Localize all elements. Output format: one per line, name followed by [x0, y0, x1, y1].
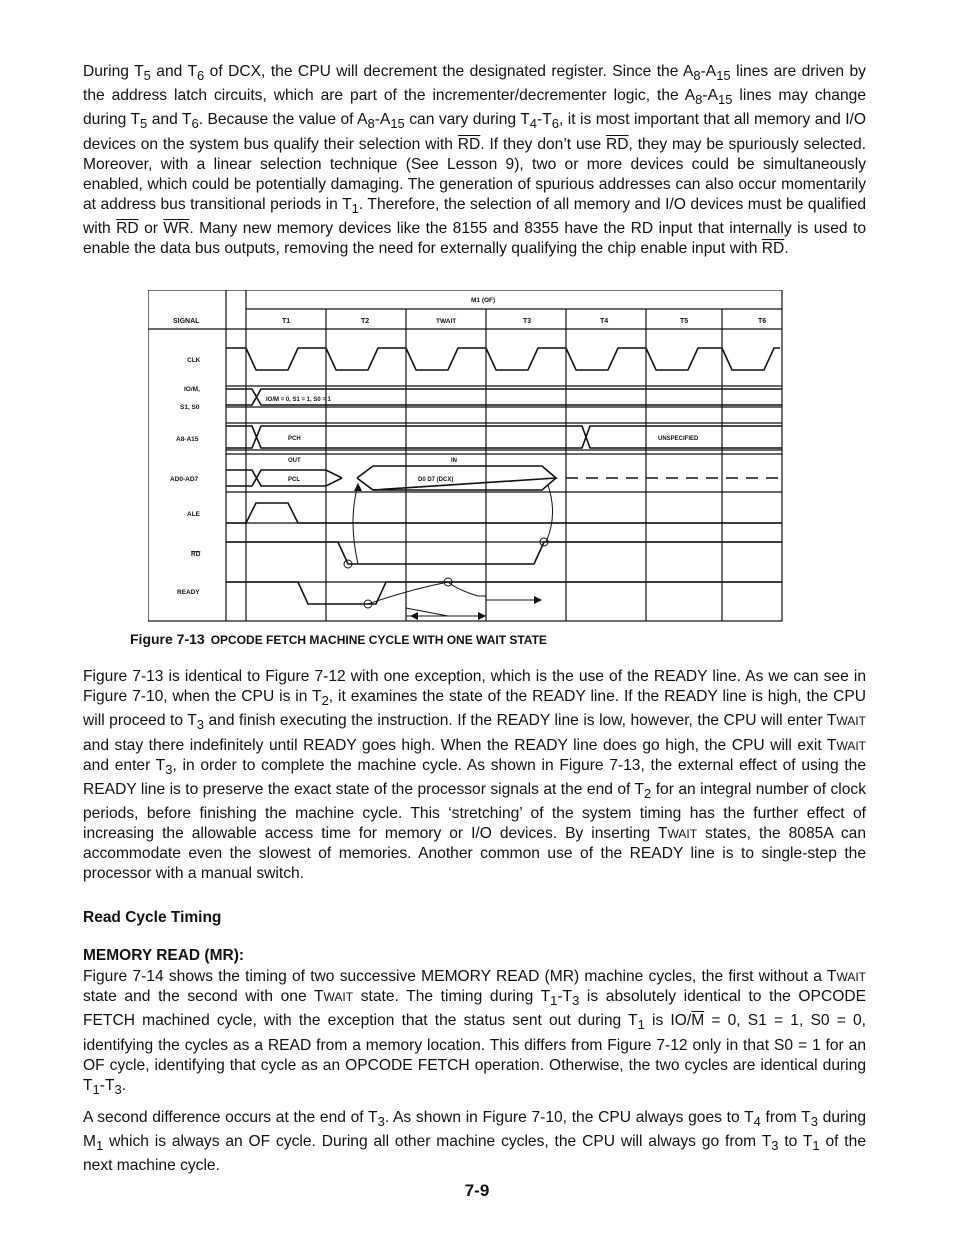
clk-waveform	[226, 348, 780, 370]
signal-label: ALE	[187, 511, 200, 518]
signal-label: IO/M,	[184, 386, 200, 393]
state-label: T3	[523, 318, 532, 325]
state-label: T6	[758, 318, 767, 325]
signal-label: S1, S0	[180, 404, 200, 411]
figure-caption: Figure 7-13 OPCODE FETCH MACHINE CYCLE WITH ONE WAIT STATE	[130, 631, 547, 647]
status-annotation: IO/M = 0, S1 = 1, S0 = 1	[266, 397, 331, 403]
timing-diagram	[148, 290, 784, 624]
address-high-waveform	[226, 426, 782, 448]
ale-waveform	[226, 503, 782, 523]
state-label: T1	[282, 318, 291, 325]
page-number: 7-9	[464, 1181, 490, 1200]
signal-label: CLK	[187, 357, 201, 364]
signal-label: READY	[177, 589, 200, 596]
unspecified-annotation: UNSPECIFIED	[658, 436, 699, 442]
address-data-waveform	[226, 470, 342, 486]
pch-annotation: PCH	[288, 436, 301, 442]
in-annotation: IN	[451, 458, 457, 464]
paragraph-ready-line: Figure 7-13 is identical to Figure 7-12 with one exception, which is the use of the READY line. As we can see in Figure 7-10, when the CPU is in $T_2$, it examines the state of the READY line. If the READY line is high, the CPU will proceed to $T_3$ and finish executing the instruction. If the READY line is low, however, the CPU will enter TWAIT and stay there indefinitely until READY goes high. When the READY line does go high, the CPU will exit TWAIT and enter $T_3$, in order to complete the machine cycle. As shown in Figure 7-13, the external effect of using the READY line is to preserve the exact state of the processor signals at the end of $T_2$ for an integral number of clock periods, before finishing the machine cycle. This ‘stretching’ of the system timing has the further effect of increasing the allowable access time for memory or I/O devices. By inserting TWAIT states, the 8085A can accommodate even the slowest of memories. Another common use of the READY line is to single-step the processor with a manual switch.	[83, 668, 867, 883]
grid-lines	[148, 290, 782, 621]
signal-header: SIGNAL	[173, 318, 200, 325]
data-annotation: D0 D7 (DCX)	[418, 477, 454, 483]
ready-waveform	[226, 582, 782, 604]
state-label: T4	[600, 318, 609, 325]
signal-label: RD	[191, 551, 201, 558]
cycle-header: M1 (OF)	[471, 297, 496, 304]
signal-label: A8-A15	[176, 436, 199, 443]
state-label: T2	[361, 318, 370, 325]
paragraph-memory-read: Figure 7-14 shows the timing of two successive MEMORY READ (MR) machine cycles, the first without a TWAIT state and the second with one TWAIT state. The timing during $T_1-T_3$ is absolutely identical to the OPCODE FETCH machined cycle, with the exception that the status sent out during $T_1$ is $IO/\overline{M} = 0$, S1 = 1, S0 = 0, identifying the cycles as a READ from a memory location. This differs from Figure 7-12 only in that S0 = 1 for an OF cycle, identifying that cycle as an OPCODE FETCH operation. Otherwise, the two cycles are identical during $T_1-T_3$.	[83, 968, 866, 1097]
pcl-annotation: PCL	[288, 477, 300, 483]
heading-read-cycle-timing: Read Cycle Timing	[83, 909, 222, 926]
state-label: TWAIT	[436, 318, 457, 325]
heading-memory-read: MEMORY READ (MR):	[83, 947, 245, 964]
paragraph-dcx-spurious-selection: During $T_5$ and $T_6$ of DCX, the CPU will decrement the designated register. Since the $A_8-A_{15}$ lines are driven by the address latch circuits, which are part of the incrementer/decrementer logic, the $A_8-A_{15}$ lines may change during $T_5$ and $T_6$. Because the value of $A_8-A_{15}$ can vary during $T_4-T_6$, it is most important that all memory and I/O devices on the system bus qualify their selection with $\overline{RD}$. If they don’t use $\overline{RD}$, they may be spuriously selected. Moreover, with a linear selection technique (See Lesson 9), two or more devices could be simultaneously enabled, which could be potentially damaging. The generation of spurious addresses can also occur momentarily at address bus transitional periods in $T_1$. Therefore, the selection of all memory and I/O devices must be qualified with $\overline{RD}$ or $\overline{WR}$. Many new memory devices like the 8155 and 8355 have the RD input that internally is used to enable the data bus outputs, removing the need for externally qualifying the chip enable input with $\overline{RD}$.	[83, 63, 867, 258]
out-annotation: OUT	[288, 458, 301, 464]
signal-label: AD0-AD7	[170, 476, 199, 483]
state-label: T5	[680, 318, 689, 325]
waveforms	[226, 348, 782, 616]
edge-markers	[344, 538, 548, 608]
rd-waveform	[226, 542, 782, 564]
paragraph-second-difference: A second difference occurs at the end of $T_3$. As shown in Figure 7-10, the CPU always goes to $T_4$ from $T_3$ during $M_1$ which is always an OF cycle. During all other machine cycles, the CPU will always go from $T_3$ to $T_1$ of the next machine cycle.	[83, 1109, 866, 1175]
